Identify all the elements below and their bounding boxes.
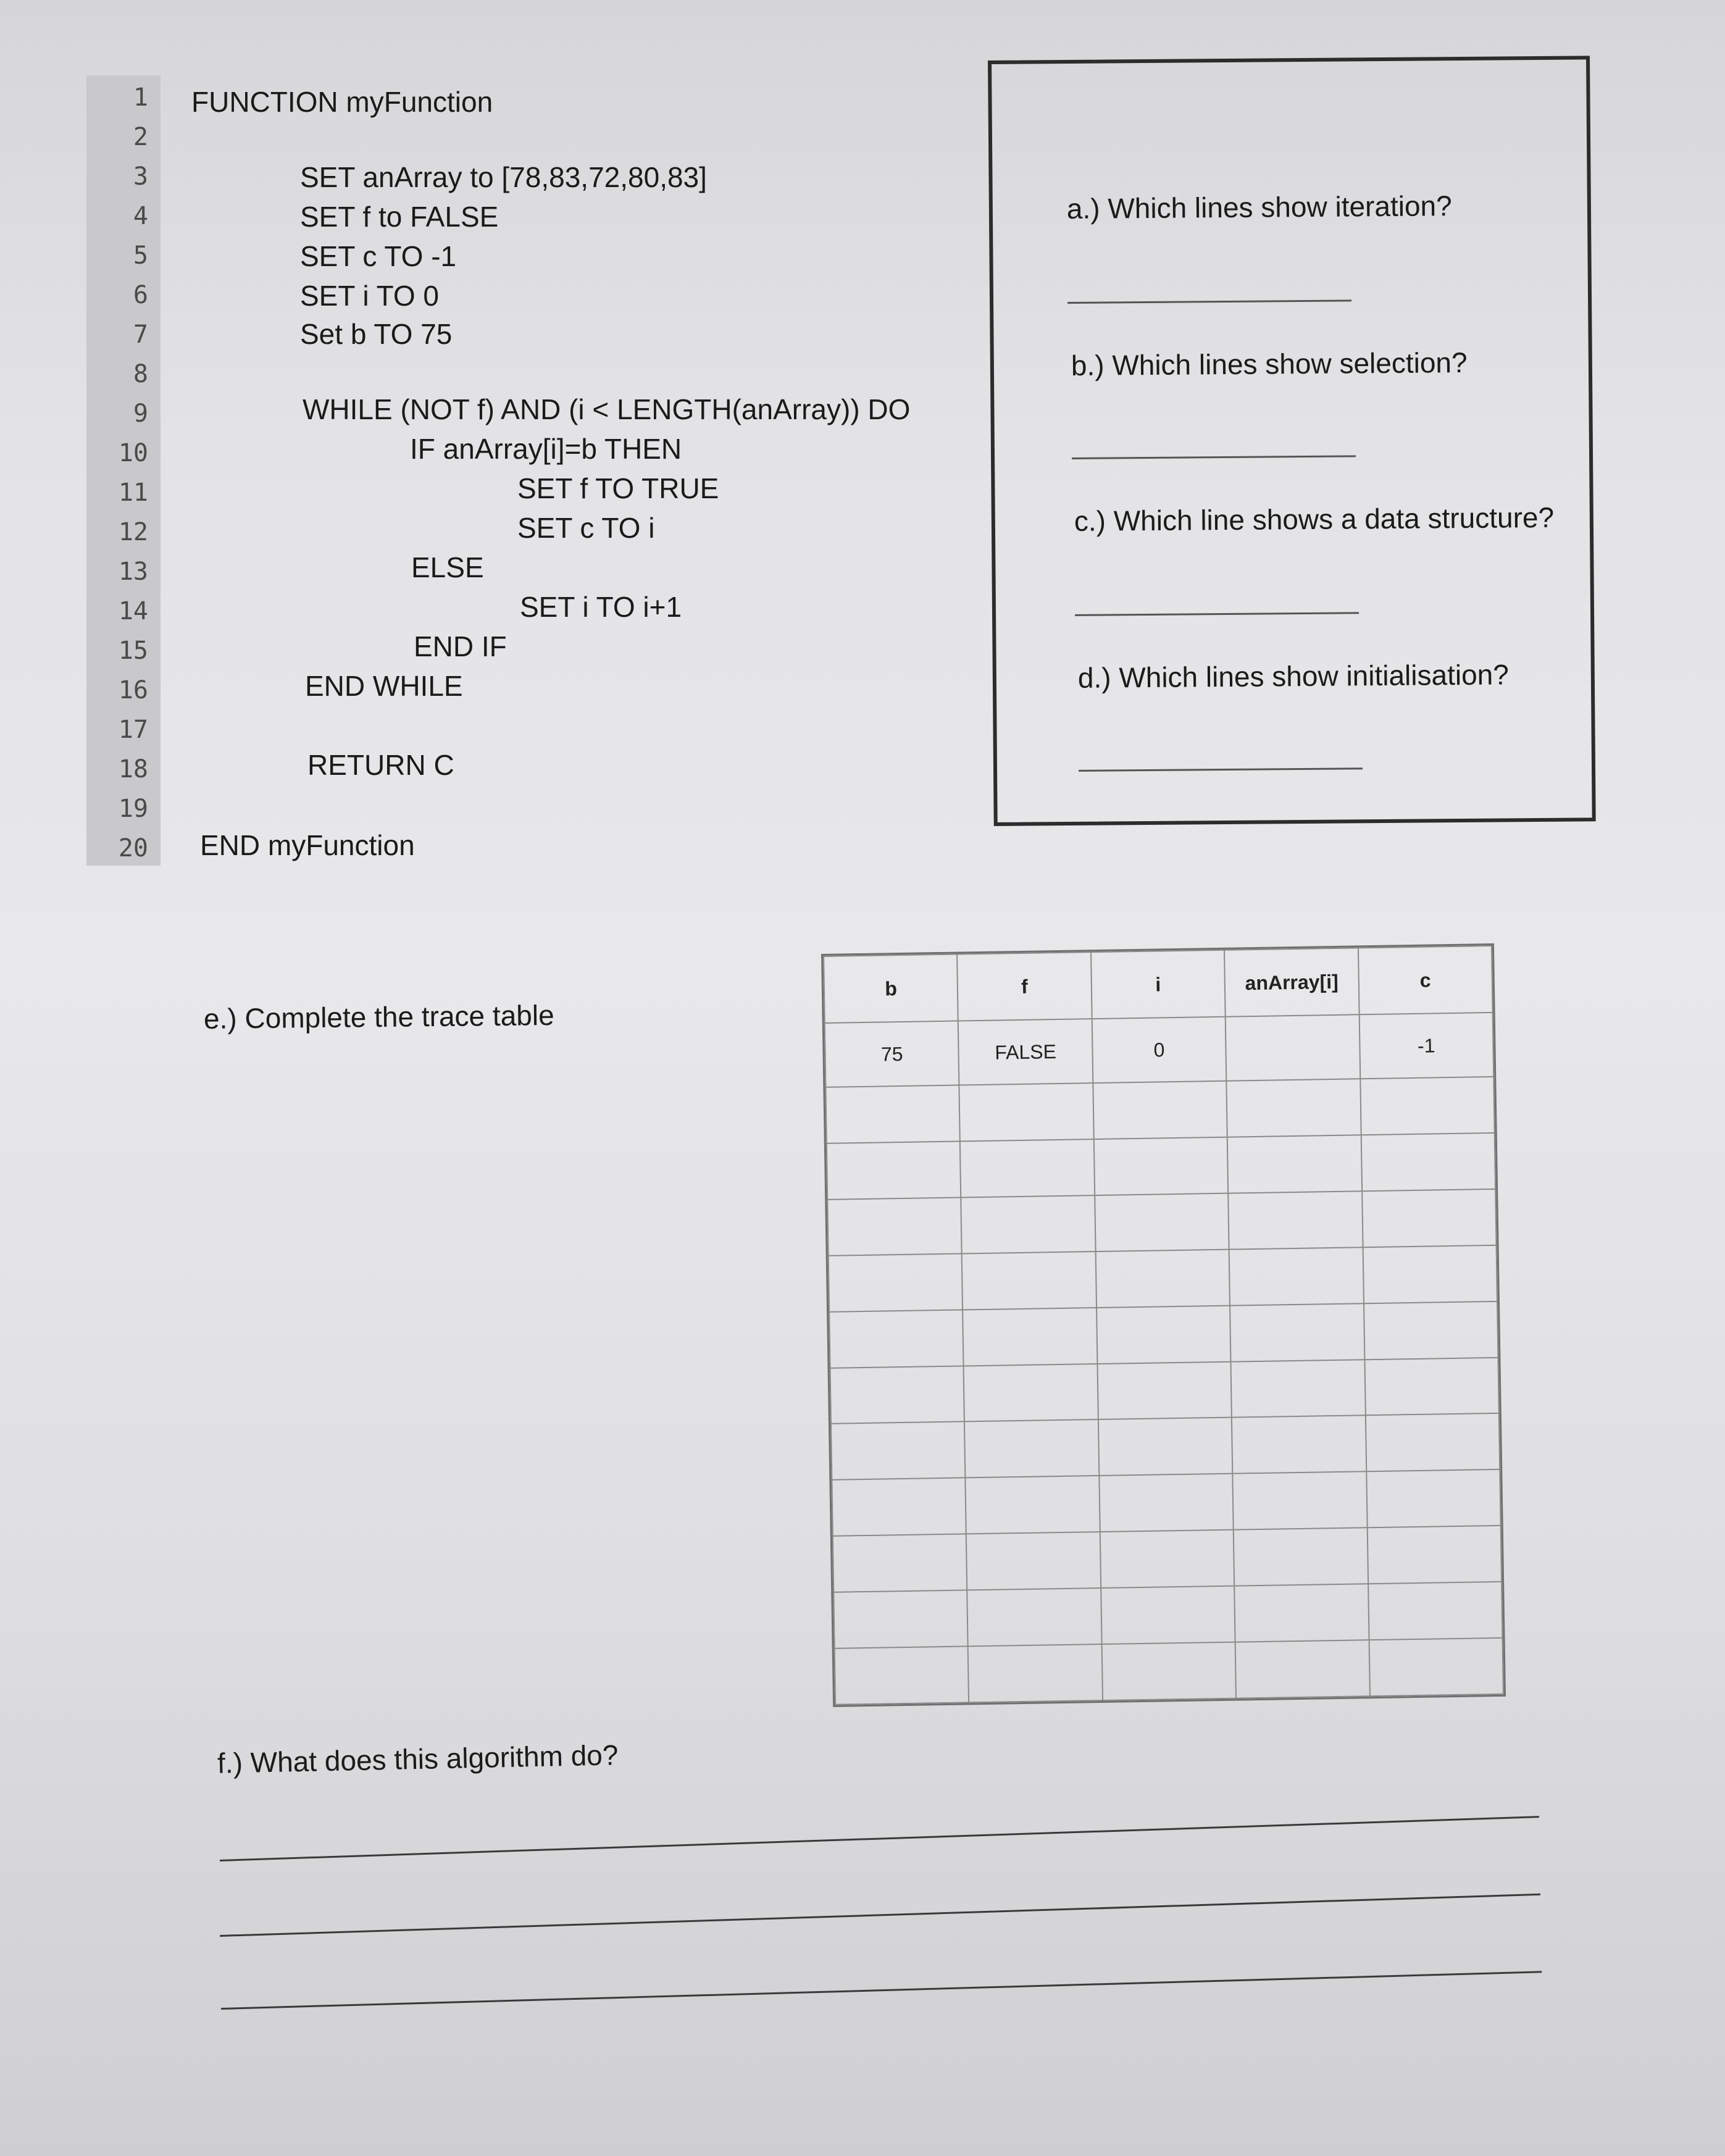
table-cell[interactable]: [1229, 1247, 1364, 1305]
code-line: SET i TO i+1: [520, 591, 682, 623]
table-cell[interactable]: [1228, 1191, 1363, 1249]
table-cell[interactable]: [1234, 1584, 1369, 1642]
table-cell[interactable]: [963, 1308, 1097, 1366]
table-cell[interactable]: [1363, 1245, 1497, 1303]
table-cell[interactable]: [1099, 1474, 1234, 1532]
table-cell[interactable]: [829, 1253, 963, 1311]
code-line: FUNCTION myFunction: [191, 86, 493, 118]
table-cell[interactable]: [1366, 1469, 1501, 1527]
table-cell[interactable]: 75: [825, 1021, 959, 1087]
table-cell[interactable]: [835, 1646, 969, 1704]
code-line: END IF: [414, 630, 507, 662]
line-number: 9: [133, 399, 148, 428]
table-cell[interactable]: [1362, 1189, 1497, 1247]
table-cell[interactable]: [1360, 1077, 1495, 1135]
code-line: ELSE: [411, 551, 484, 583]
code-line: SET i TO 0: [300, 280, 439, 312]
code-line: SET f TO TRUE: [517, 472, 719, 504]
table-cell[interactable]: [964, 1364, 1098, 1422]
line-number: 14: [118, 597, 148, 625]
answer-line-f2[interactable]: [220, 1894, 1540, 1937]
table-row: [833, 1526, 1502, 1592]
answer-line-f1[interactable]: [220, 1816, 1539, 1861]
table-cell[interactable]: -1: [1359, 1013, 1493, 1079]
line-number: 15: [118, 637, 148, 665]
table-row: [829, 1301, 1498, 1368]
table-cell[interactable]: 0: [1092, 1017, 1226, 1083]
code-line: SET c TO i: [517, 512, 655, 544]
code-line: END WHILE: [305, 670, 463, 702]
table-cell[interactable]: [1093, 1081, 1227, 1139]
answer-line-a[interactable]: [1067, 299, 1351, 304]
table-cell[interactable]: [1097, 1361, 1232, 1419]
table-cell[interactable]: [962, 1251, 1096, 1310]
line-number: 4: [133, 202, 148, 230]
table-cell[interactable]: [966, 1476, 1100, 1534]
table-cell[interactable]: [966, 1532, 1101, 1590]
question-d: d.) Which lines show initialisation?: [1077, 658, 1510, 694]
table-cell[interactable]: [1364, 1301, 1498, 1359]
code-line: SET anArray to [78,83,72,80,83]: [300, 161, 707, 193]
table-cell[interactable]: [1367, 1526, 1502, 1584]
table-cell[interactable]: [1098, 1418, 1233, 1476]
table-row: [825, 1077, 1494, 1143]
table-cell[interactable]: [1226, 1079, 1361, 1137]
table-cell[interactable]: [1101, 1586, 1235, 1644]
table-row: [829, 1245, 1497, 1312]
header-cell: anArray[i]: [1224, 948, 1359, 1016]
table-row: [833, 1582, 1502, 1648]
line-number: 19: [118, 795, 148, 823]
table-cell[interactable]: [833, 1534, 967, 1592]
table-cell[interactable]: [829, 1310, 964, 1368]
table-row: [827, 1189, 1496, 1256]
questions-box: [988, 56, 1596, 826]
code-line: SET f to FALSE: [300, 201, 499, 233]
table-cell[interactable]: [1235, 1640, 1370, 1698]
code-line: RETURN C: [307, 749, 454, 781]
table-cell[interactable]: [833, 1590, 968, 1648]
code-line: WHILE (NOT f) AND (i < LENGTH(anArray)) DO: [303, 393, 911, 425]
table-cell[interactable]: [1369, 1638, 1503, 1696]
code-line: SET c TO -1: [300, 240, 457, 272]
line-number: 10: [118, 439, 148, 467]
table-cell[interactable]: [1096, 1305, 1231, 1363]
table-row: [827, 1133, 1495, 1200]
table-cell[interactable]: [1094, 1137, 1229, 1195]
table-cell[interactable]: [1232, 1416, 1366, 1474]
table-cell[interactable]: [832, 1478, 966, 1536]
header-cell: i: [1091, 950, 1226, 1019]
table-cell[interactable]: [827, 1141, 961, 1199]
table-cell[interactable]: [1227, 1135, 1362, 1193]
table-cell[interactable]: [959, 1083, 1094, 1141]
table-cell[interactable]: [964, 1419, 1099, 1477]
table-cell[interactable]: [1368, 1582, 1503, 1640]
line-number: 18: [118, 755, 148, 783]
table-cell[interactable]: [960, 1139, 1095, 1197]
trace-table: [821, 943, 1506, 1707]
table-row: [831, 1413, 1500, 1480]
line-number: 2: [133, 123, 148, 151]
answer-line-d[interactable]: [1079, 767, 1363, 772]
table-row: [825, 1013, 1494, 1087]
table-row: [832, 1469, 1500, 1536]
table-cell[interactable]: [1361, 1133, 1495, 1191]
trace-table-header: [824, 946, 1493, 1023]
line-number: 16: [118, 676, 148, 704]
table-cell[interactable]: [1232, 1472, 1367, 1530]
table-cell[interactable]: [967, 1588, 1102, 1646]
watermark: [741, 383, 798, 596]
table-cell[interactable]: [1101, 1642, 1236, 1700]
table-cell[interactable]: [1095, 1249, 1230, 1307]
answer-line-c[interactable]: [1075, 612, 1359, 616]
table-cell[interactable]: [831, 1422, 966, 1480]
question-a: a.) Which lines show iteration?: [1066, 190, 1452, 225]
table-cell[interactable]: [1234, 1527, 1368, 1586]
line-number-gutter: [86, 75, 161, 866]
line-number: 20: [118, 834, 148, 863]
table-cell[interactable]: [825, 1085, 960, 1143]
answer-line-f3[interactable]: [221, 1971, 1542, 2010]
answer-line-b[interactable]: [1072, 455, 1356, 459]
question-f: f.) What does this algorithm do?: [217, 1739, 619, 1779]
code-line: IF anArray[i]=b THEN: [410, 433, 682, 465]
header-cell: b: [824, 955, 958, 1023]
question-b: b.) Which lines show selection?: [1071, 346, 1468, 382]
table-row: [830, 1357, 1499, 1424]
table-cell[interactable]: [1100, 1530, 1235, 1588]
table-cell[interactable]: [1226, 1014, 1360, 1080]
line-number: 5: [133, 241, 148, 270]
code-line: Set b TO 75: [300, 318, 453, 350]
table-cell[interactable]: [1095, 1193, 1229, 1251]
table-cell[interactable]: [968, 1644, 1103, 1702]
line-number: 11: [118, 478, 148, 507]
line-number: 3: [133, 162, 148, 191]
table-cell[interactable]: [1231, 1360, 1366, 1418]
code-line: END myFunction: [200, 829, 415, 861]
line-number: 17: [118, 716, 148, 744]
table-cell[interactable]: [1364, 1357, 1499, 1415]
table-cell[interactable]: [1365, 1413, 1500, 1471]
header-cell: c: [1358, 946, 1493, 1014]
line-number: 7: [133, 320, 148, 349]
question-e: e.) Complete the trace table: [203, 999, 554, 1035]
table-row: [835, 1638, 1503, 1705]
table-cell[interactable]: [830, 1366, 965, 1424]
line-number: 1: [133, 83, 148, 112]
table-cell[interactable]: [827, 1197, 962, 1255]
line-number: 12: [118, 518, 148, 546]
line-number: 13: [118, 558, 148, 586]
question-c: c.) Which line shows a data structure?: [1074, 501, 1555, 537]
table-cell[interactable]: [961, 1195, 1096, 1253]
line-number: 8: [133, 360, 148, 388]
table-cell[interactable]: [1230, 1303, 1364, 1361]
line-number: 6: [133, 281, 148, 309]
table-cell[interactable]: FALSE: [958, 1019, 1093, 1085]
header-cell: f: [957, 952, 1092, 1021]
